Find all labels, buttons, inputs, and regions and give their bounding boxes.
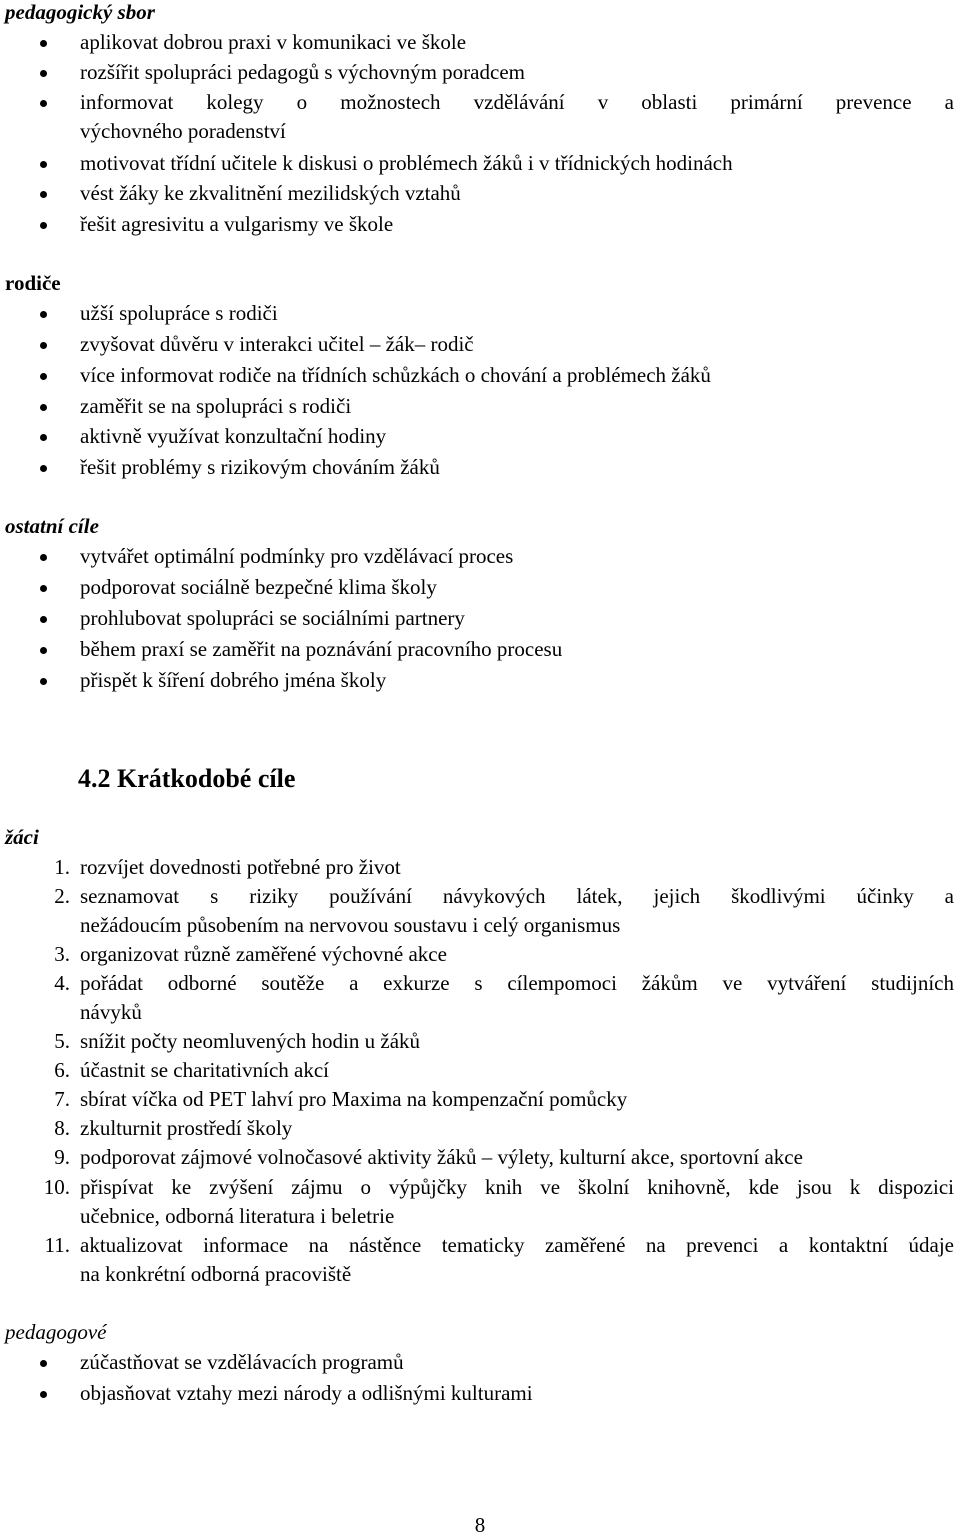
bullet-icon xyxy=(40,342,47,349)
bullet-icon xyxy=(40,161,47,168)
item-number: 2. xyxy=(54,884,70,908)
page-number: 8 xyxy=(474,1513,486,1537)
list-item-text: vytvářet optimální podmínky pro vzdělávací proces xyxy=(80,544,514,568)
numbered-item xyxy=(0,1114,954,1143)
section-title: 4.2 Krátkodobé cíle xyxy=(78,764,296,793)
item-number: 11. xyxy=(44,1233,70,1257)
list-item xyxy=(0,635,954,664)
list-item xyxy=(0,573,954,602)
bullet-icon xyxy=(40,616,47,623)
list-item-text: řešit agresivitu a vulgarismy ve škole xyxy=(80,212,394,236)
list-item xyxy=(0,210,954,239)
list-item-text: rozšířit spolupráci pedagogů s výchovným poradcem xyxy=(80,60,525,84)
list-item-text: informovat kolegy o možnostech vzdělávání v oblasti primární prevence a xyxy=(80,90,954,114)
list-item-text: zvyšovat důvěru v interakci učitel – žák– rodič xyxy=(80,332,474,356)
numbered-item xyxy=(0,1231,954,1289)
numbered-item xyxy=(0,1056,954,1085)
bullet-icon xyxy=(40,465,47,472)
bullet-icon xyxy=(40,678,47,685)
numbered-item xyxy=(0,1173,954,1231)
list-item xyxy=(0,604,954,633)
list-item xyxy=(0,361,954,390)
item-number: 9. xyxy=(54,1145,70,1169)
numbered-item xyxy=(0,1143,954,1172)
list-item-text: užší spolupráce s rodiči xyxy=(80,301,278,325)
numbered-item xyxy=(0,940,954,969)
numbered-item xyxy=(0,969,954,1027)
list-item xyxy=(0,58,954,87)
bullet-icon xyxy=(40,373,47,380)
list-item-text: organizovat různě zaměřené výchovné akce xyxy=(80,942,447,966)
list-item xyxy=(0,542,954,571)
numbered-item xyxy=(0,1085,954,1114)
list-item-text: aktivně využívat konzultační hodiny xyxy=(80,424,387,448)
bullet-icon xyxy=(40,647,47,654)
list-item-text: motivovat třídní učitele k diskusi o problémech žáků i v třídnických hodinách xyxy=(80,151,733,175)
heading-pedagogove: pedagogové xyxy=(5,1320,107,1344)
list-item-text: učebnice, odborná literatura i beletrie xyxy=(80,1204,395,1228)
bullet-icon xyxy=(40,554,47,561)
bullet-icon xyxy=(40,191,47,198)
list-item-text: aplikovat dobrou praxi v komunikaci ve škole xyxy=(80,30,467,54)
bullet-icon xyxy=(40,70,47,77)
list-item xyxy=(0,1348,954,1377)
item-number: 1. xyxy=(54,855,70,879)
list-item xyxy=(0,1379,954,1408)
list-item-text: podporovat sociálně bezpečné klima školy xyxy=(80,575,437,599)
list-item xyxy=(0,422,954,451)
bullet-icon xyxy=(40,585,47,592)
list-item-text: seznamovat s riziky používání návykových látek, jejich škodlivými účinky a xyxy=(80,884,954,908)
heading-zaci: žáci xyxy=(5,825,39,849)
heading-ostatni-cile: ostatní cíle xyxy=(5,514,99,538)
bullet-icon xyxy=(40,404,47,411)
numbered-item xyxy=(0,853,954,882)
list-item-text: řešit problémy s rizikovým chováním žáků xyxy=(80,455,440,479)
list-item-text: během praxí se zaměřit na poznávání pracovního procesu xyxy=(80,637,563,661)
numbered-item xyxy=(0,882,954,940)
item-number: 7. xyxy=(54,1087,70,1111)
list-item-text: zkulturnit prostředí školy xyxy=(80,1116,293,1140)
list-item xyxy=(0,666,954,695)
list-item-text: výchovného poradenství xyxy=(80,119,286,143)
item-number: 10. xyxy=(43,1175,70,1199)
list-item-text: snížit počty neomluvených hodin u žáků xyxy=(80,1029,421,1053)
list-item-text: na konkrétní odborná pracoviště xyxy=(80,1262,352,1286)
list-item xyxy=(0,149,954,178)
list-item-text: více informovat rodiče na třídních schůzkách o chování a problémech žáků xyxy=(80,363,711,387)
list-item-text: prohlubovat spolupráci se sociálními partnery xyxy=(80,606,465,630)
list-item-text: nežádoucím působením na nervovou soustavu i celý organismus xyxy=(80,913,621,937)
item-number: 6. xyxy=(54,1058,70,1082)
list-item-text: přispívat ke zvýšení zájmu o výpůjčky knih ve školní knihovně, kde jsou k dispozici xyxy=(80,1175,954,1199)
bullet-icon xyxy=(40,100,47,107)
list-item xyxy=(0,28,954,57)
list-item-text: zaměřit se na spolupráci s rodiči xyxy=(80,394,352,418)
heading-rodice: rodiče xyxy=(5,271,61,295)
list-item-text: podporovat zájmové volnočasové aktivity žáků – výlety, kulturní akce, sportovní akce xyxy=(80,1145,803,1169)
bullet-icon xyxy=(40,434,47,441)
heading-pedagogicky-sbor: pedagogický sbor xyxy=(5,0,155,24)
numbered-item xyxy=(0,1027,954,1056)
item-number: 5. xyxy=(54,1029,70,1053)
list-item-text: vést žáky ke zkvalitnění mezilidských vztahů xyxy=(80,181,461,205)
bullet-icon xyxy=(40,311,47,318)
item-number: 4. xyxy=(54,971,70,995)
bullet-icon xyxy=(40,222,47,229)
bullet-icon xyxy=(40,1360,47,1367)
list-item-text: aktualizovat informace na nástěnce tematicky zaměřené na prevenci a kontaktní údaje xyxy=(80,1233,954,1257)
list-item xyxy=(0,179,954,208)
list-item-text: pořádat odborné soutěže a exkurze s cílempomoci žákům ve vytváření studijních xyxy=(80,971,954,995)
bullet-icon xyxy=(40,1391,47,1398)
item-number: 3. xyxy=(54,942,70,966)
list-item xyxy=(0,88,954,117)
list-item xyxy=(0,299,954,328)
list-item-text: účastnit se charitativních akcí xyxy=(80,1058,329,1082)
list-item-text: sbírat víčka od PET lahví pro Maxima na kompenzační pomůcky xyxy=(80,1087,628,1111)
item-number: 8. xyxy=(54,1116,70,1140)
list-item-text: přispět k šíření dobrého jména školy xyxy=(80,668,387,692)
list-item xyxy=(0,330,954,359)
list-item xyxy=(0,392,954,421)
bullet-icon xyxy=(40,40,47,47)
list-item-continuation xyxy=(0,117,954,146)
list-item-text: rozvíjet dovednosti potřebné pro život xyxy=(80,855,401,879)
list-item-text: zúčastňovat se vzdělávacích programů xyxy=(80,1350,404,1374)
list-item-text: návyků xyxy=(80,1000,142,1024)
list-item-text: objasňovat vztahy mezi národy a odlišnými kulturami xyxy=(80,1381,533,1405)
list-item xyxy=(0,453,954,482)
